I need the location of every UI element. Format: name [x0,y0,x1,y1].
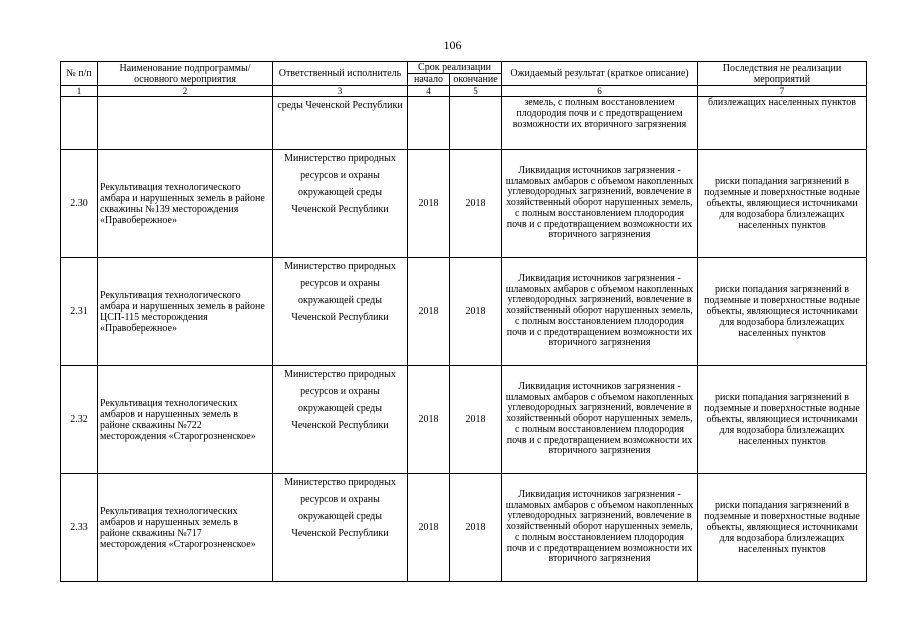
header-start: начало [408,74,450,86]
cell-consequences: риски попадания загрязнений в подземные и поверхностные водные объекты, являющиеся источниками для водозабора близлежащих населенных пунктов [698,366,867,474]
cell-start: 2018 [408,258,450,366]
cell-name: Рекультивация технологических амбаров и нарушенных земель в районе скважины №717 месторождения «Старогрозненское» [98,474,273,582]
cell-result: Ликвидация источников загрязнения - шламовых амбаров с объемом накопленных углеводородных загрязнений, вовлечение в хозяйственный оборот нарушенных земель, с полным восстановлением плодородия почв и с предотвращением возможности их вторичного загрязнения [502,474,698,582]
column-number: 6 [502,86,698,97]
cell-end: 2018 [450,150,502,258]
cell-num: 2.30 [61,150,98,258]
column-number: 4 [408,86,450,97]
table-row [61,366,867,474]
column-number: 2 [98,86,273,97]
page-number: 106 [443,38,462,52]
cell-start: 2018 [408,150,450,258]
column-number: 5 [450,86,502,97]
header-row [61,62,867,74]
cell-responsible: Министерство природных ресурсов и охраны окружающей среды Чеченской Республики [273,474,408,582]
cell-name: Рекультивация технологических амбаров и нарушенных земель в районе скважины №722 месторождения «Старогрозненское» [98,366,273,474]
cell-num: 2.31 [61,258,98,366]
table-row [61,150,867,258]
header-responsible: Ответственный исполнитель [273,62,408,86]
cell-start: 2018 [408,474,450,582]
cell-consequences: риски попадания загрязнений в подземные и поверхностные водные объекты, являющиеся источниками для водозабора близлежащих населенных пунктов [698,258,867,366]
header-consequences: Последствия не реализации мероприятий [698,62,867,86]
header-result: Ожидаемый результат (краткое описание) [502,62,698,86]
cell-consequences: близлежащих населенных пунктов [698,97,867,150]
cell-result: Ликвидация источников загрязнения - шламовых амбаров с объемом накопленных углеводородных загрязнений, вовлечение в хозяйственный оборот нарушенных земель, с полным восстановлением плодородия почв и с предотвращением возможности их вторичного загрязнения [502,150,698,258]
cell-start: 2018 [408,366,450,474]
column-numbers-row [61,86,867,97]
cell-end: 2018 [450,474,502,582]
header-end: окончание [450,74,502,86]
cell-name: Рекультивация технологического амбара и нарушенных земель в районе ЦСП-115 месторождения «Правобережное» [98,258,273,366]
header-num: № п/п [61,62,98,86]
column-number: 1 [61,86,98,97]
cell-end: 2018 [450,366,502,474]
cell-num: 2.33 [61,474,98,582]
header-name: Наименование подпрограммы/ основного мероприятия [98,62,273,86]
cell-responsible: Министерство природных ресурсов и охраны окружающей среды Чеченской Республики [273,366,408,474]
table-row [61,258,867,366]
column-number: 3 [273,86,408,97]
cell-num: 2.32 [61,366,98,474]
cell-consequences: риски попадания загрязнений в подземные и поверхностные водные объекты, являющиеся источниками для водозабора близлежащих населенных пунктов [698,150,867,258]
program-table [60,61,867,582]
table-row [61,474,867,582]
column-number: 7 [698,86,867,97]
cell-result: Ликвидация источников загрязнения - шламовых амбаров с объемом накопленных углеводородных загрязнений, вовлечение в хозяйственный оборот нарушенных земель, с полным восстановлением плодородия почв и с предотвращением возможности их вторичного загрязнения [502,366,698,474]
cell-result: Ликвидация источников загрязнения - шламовых амбаров с объемом накопленных углеводородных загрязнений, вовлечение в хозяйственный оборот нарушенных земель, с полным восстановлением плодородия почв и с предотвращением возможности их вторичного загрязнения [502,258,698,366]
cell-responsible: Министерство природных ресурсов и охраны окружающей среды Чеченской Республики [273,258,408,366]
header-period: Срок реализации [408,62,502,74]
cell-result: земель, с полным восстановлением плодородия почв и с предотвращением возможности их вторичного загрязнения [502,97,698,150]
continuation-row [61,97,867,150]
cell-consequences: риски попадания загрязнений в подземные и поверхностные водные объекты, являющиеся источниками для водозабора близлежащих населенных пунктов [698,474,867,582]
cell-responsible: Министерство природных ресурсов и охраны окружающей среды Чеченской Республики [273,150,408,258]
cell-responsible: среды Чеченской Республики [273,97,408,150]
cell-end: 2018 [450,258,502,366]
cell-name: Рекультивация технологического амбара и нарушенных земель в районе скважины №139 месторождения «Правобережное» [98,150,273,258]
